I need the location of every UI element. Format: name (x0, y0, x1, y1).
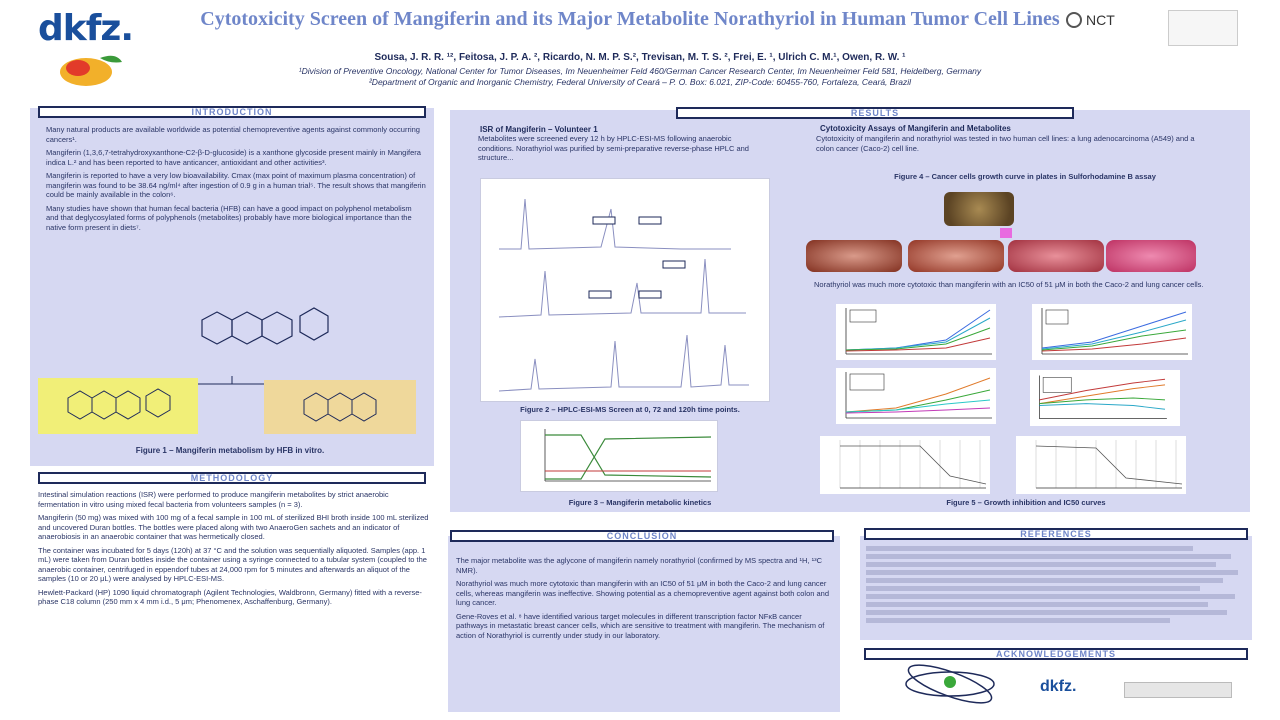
reference-item (866, 602, 1208, 607)
cytotoxicity-text: Cytotoxicity of mangiferin and norathyriol was tested in two human cell lines: a lung adenocarcinoma (A549) and a colon cancer (Caco-2) cell line. (816, 134, 1195, 153)
conclusion-paragraph: The major metabolite was the aglycone of mangiferin namely norathyriol (confirmed by MS spectra and ¹H, ¹³C NMR). (456, 556, 822, 575)
cell-plate-image (1008, 240, 1104, 272)
conclusion-paragraph: Gene-Roves et al. ⁸ have identified various target molecules in different transcription factor NFκB cancer pathways in metastatic breast cancer cells, which are sensitive to treatment with mangiferin. The mechanism of action of Norathyriol is currently under study in our laboratory. (456, 611, 825, 640)
ic50-chart-2 (1016, 436, 1186, 494)
reference-item (866, 554, 1231, 559)
affiliation-1: ¹Division of Preventive Oncology, National Center for Tumor Diseases, Im Neuenheimer Feld 460/German Cancer Research Center, Im Neuenheimer Feld 581, Heidelberg, Germany (298, 66, 982, 76)
kinetics-chart-panel (520, 420, 718, 492)
growth-chart-1 (836, 304, 996, 360)
reference-item (866, 594, 1235, 599)
hplc-chromatogram-chart (481, 179, 771, 403)
reference-item (866, 610, 1227, 615)
atom-logo-icon (900, 664, 1000, 704)
ic50-chart-1 (820, 436, 990, 494)
acknowledgements-heading: ACKNOWLEDGEMENTS (864, 648, 1248, 660)
methodology-text (38, 490, 430, 611)
norathyriol-structure-icon (264, 380, 416, 434)
reference-item (866, 578, 1223, 583)
introduction-heading: INTRODUCTION (38, 106, 426, 118)
figure-5-caption: Figure 5 – Growth inhibition and IC50 curves (946, 498, 1106, 507)
conclusion-text (456, 556, 832, 644)
partner-logo (1124, 682, 1232, 698)
metabolite-structure-icon (38, 378, 198, 434)
cell-plate-image (806, 240, 902, 272)
affiliation-2: ²Department of Organic and Inorganic Chemistry, Federal University of Ceará – P. O. Box: 6.021, ZIP-Code: 60455-760, Fortaleza, Ceará, Brazil (368, 77, 912, 87)
figure-1-caption: Figure 1 – Mangiferin metabolism by HFB in vitro. (135, 446, 325, 455)
conclusion-heading: CONCLUSION (450, 530, 834, 542)
nct-logo-text: NCT (1086, 12, 1115, 28)
intro-paragraph: Many natural products are available worldwide as potential chemopreventive agents against commonly occurring cancers¹. (46, 125, 420, 144)
intro-paragraph: Mangiferin (1,3,6,7-tetrahydroxyxanthone-C2-β-D-glucoside) is a xanthone glycoside present mainly in Mangifera indica L.² and has been reported to have anticancer, antioxidant and other activities³. (46, 148, 421, 167)
figure-3-caption: Figure 3 – Mangiferin metabolic kinetics (568, 498, 712, 507)
kinetics-chart (521, 421, 719, 493)
figure-4-caption: Figure 4 – Cancer cells growth curve in plates in Sulforhodamine B assay (894, 172, 1156, 181)
partner-logo (1168, 10, 1238, 46)
hplc-chromatogram-panel (480, 178, 770, 402)
isr-text: Metabolites were screened every 12 h by HPLC-ESI-MS following anaerobic conditions. Norathyriol was purified by semi-preparative reverse-phase HPLC and structure... (478, 134, 749, 162)
growth-chart-3 (836, 368, 996, 424)
references-list (866, 546, 1246, 626)
reference-item (866, 562, 1216, 567)
metabolite-box-right (264, 380, 416, 434)
cell-plate-image (944, 192, 1014, 226)
method-paragraph: Hewlett-Packard (HP) 1090 liquid chromatograph (Agilent Technologies, Waldbronn, Germany) fitted with a reverse-phase C18 column (250 mm x 4 mm i.d., 5 μm; Phenomenex, Aschaffenburg, Germany). (38, 587, 422, 606)
metabolite-box-left (38, 378, 198, 434)
cell-plate-image (1106, 240, 1196, 272)
growth-chart-4 (1030, 370, 1180, 426)
acknowledgement-dkfz-logo: dkfz. (1040, 678, 1077, 695)
reference-item (866, 546, 1193, 551)
figure-2-caption: Figure 2 – HPLC-ESI-MS Screen at 0, 72 and 120h time points. (520, 405, 740, 414)
nct-logo (1066, 10, 1158, 30)
mango-logo-icon (56, 48, 126, 88)
authors: Sousa, J. R. R. ¹², Feitosa, J. P. A. ², Ricardo, N. M. P. S.², Trevisan, M. T. S. ², Frei, E. ¹, Ulrich C. M.¹, Owen, R. W. ¹ (374, 52, 906, 63)
mangiferin-molecule (202, 308, 328, 344)
reference-item (866, 618, 1170, 623)
intro-paragraph: Many studies have shown that human fecal bacteria (HFB) can have a good impact on polyphenol metabolism and that deglycosylated forms of polyphenols (metabolites) probably have more biological importance than the native form present in diets⁷. (46, 203, 412, 232)
isr-title: ISR of Mangiferin – Volunteer 1 (480, 125, 598, 134)
references-heading: REFERENCES (864, 528, 1248, 540)
arrow-down-icon (1000, 228, 1012, 238)
reference-item (866, 570, 1238, 575)
poster-title: Cytotoxicity Screen of Mangiferin and its Major Metabolite Norathyriol in Human Tumor Cell Lines (200, 8, 1060, 30)
method-paragraph: Mangiferin (50 mg) was mixed with 100 mg of a fecal sample in 100 mL of sterilized BHI broth inside 100 mL sterilized and uncovered Duran bottles. The bottles were placed along with two AnaeroGen sachets and an indicator of anaerobiosis in an anaerobic container that was hermetically closed. (38, 513, 429, 541)
figure-5-text: Norathyriol was much more cytotoxic than mangiferin with an IC50 of 51 μM in both the Caco-2 and lung cancer cells. (814, 280, 1204, 289)
cell-plate-image (908, 240, 1004, 272)
intro-paragraph: Mangiferin is reported to have a very low bioavailability. Cmax (max point of maximum plasma concentration) of mangiferin was found to be 38.64 ng/ml⁴ after ingestion of 0.9 g in a human trial⁵. The result shows that mangiferin could be mainly available in the colon⁶. (46, 171, 426, 199)
methodology-heading: METHODOLOGY (38, 472, 426, 484)
method-paragraph: The container was incubated for 5 days (120h) at 37 °C and the solution was sequentially aliquoted. Samples (app. 1 mL) were taken from Duran bottles inside the container using a syringe connected to a tubular system (coupled to the anaerobic container, centrifuged in eppendorf tubes at 24,000 rpm for 5 minutes and afterwards an aliquot of the samples (10 or 20 μL) were analysed by HPLC-ESI-MS. (38, 545, 427, 583)
reference-item (866, 586, 1200, 591)
growth-chart-2 (1032, 304, 1192, 360)
cytotoxicity-title: Cytotoxicity Assays of Mangiferin and Metabolites (820, 124, 1011, 133)
nct-circle-icon (1066, 12, 1082, 28)
introduction-text (46, 125, 426, 236)
conclusion-paragraph: Norathyriol was much more cytotoxic than mangiferin with an IC50 of 51 μM in both the Caco-2 and lung cancer cells, whereas mangiferin was ineffective. Showing potential as a chemopreventive agent against both colon and lung cancer. (456, 579, 830, 607)
dkfz-logo: dkfz. (38, 8, 134, 49)
affiliations (180, 66, 1100, 88)
results-heading: RESULTS (676, 107, 1074, 119)
method-paragraph: Intestinal simulation reactions (ISR) were performed to produce mangiferin metabolites by strict anaerobic fermentation in vitro using mixed fecal bacteria from volunteers samples (n = 3). (38, 490, 389, 509)
